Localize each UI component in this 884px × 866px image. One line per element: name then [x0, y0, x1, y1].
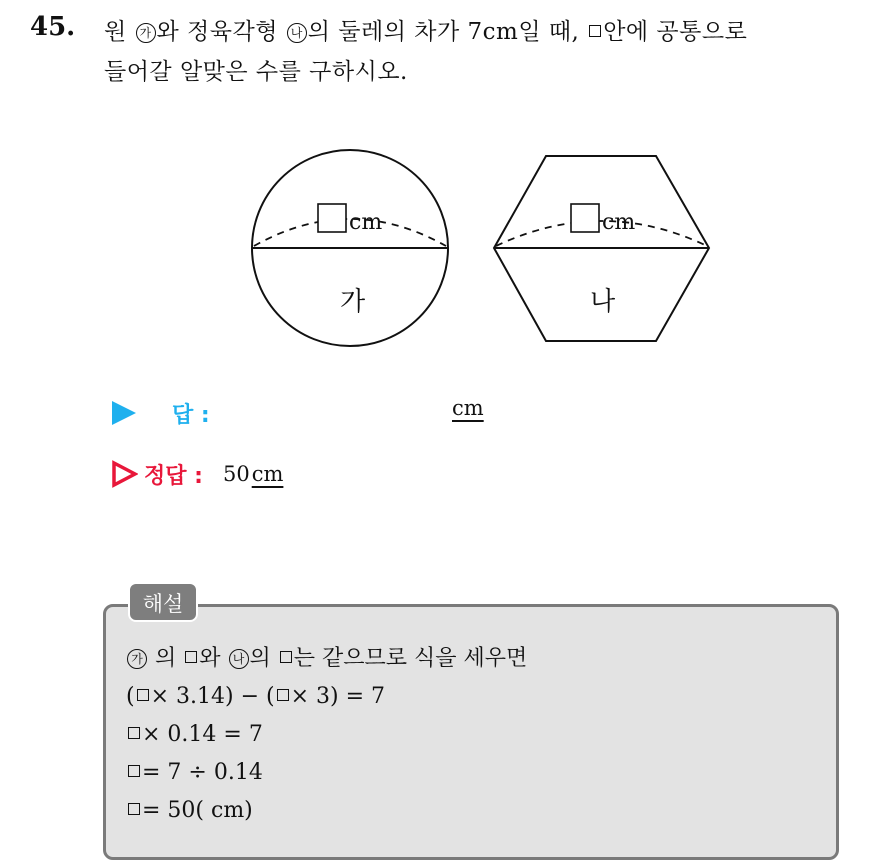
question-line1-c: 의 둘레의 차가 7cm일 때,	[307, 19, 580, 45]
solution-text: = 50( cm)	[142, 798, 253, 823]
correct-value	[223, 462, 283, 486]
hexagon-blank-unit: cm	[602, 210, 636, 235]
circled-na-icon: 나	[229, 649, 249, 669]
question-line1-a: 원	[104, 19, 127, 45]
circle-figure	[252, 150, 448, 346]
solution-line-1	[126, 640, 527, 678]
answer-label: 답 :	[172, 402, 210, 428]
solution-text: × 0.14 = 7	[142, 722, 263, 747]
question-line1-b: 와 정육각형	[156, 19, 278, 45]
solution-text: 의	[249, 646, 271, 671]
solution-tag: 해설	[128, 582, 198, 622]
correct-answer-row	[110, 456, 283, 492]
question-text	[104, 12, 874, 92]
solution-text: (	[126, 684, 135, 709]
outline-triangle-icon	[110, 460, 138, 488]
circle-blank-unit: cm	[349, 210, 383, 235]
blank-square-icon	[137, 689, 149, 701]
figure	[240, 140, 720, 350]
solution-lines	[126, 640, 527, 830]
answer-blank-unit[interactable]: cm	[452, 396, 484, 420]
blank-square-icon	[185, 651, 197, 663]
solution-line-2	[126, 678, 527, 716]
play-triangle-icon	[112, 401, 136, 425]
blank-square-icon	[128, 803, 140, 815]
solution-text: 의	[155, 646, 177, 671]
blank-square-icon	[280, 651, 292, 663]
circle-blank-box	[318, 204, 346, 232]
solution-line-5	[126, 792, 527, 830]
circled-na-icon: 나	[287, 23, 307, 43]
solution-text: = 7 ÷ 0.14	[142, 760, 263, 785]
correct-number: 50	[222, 462, 250, 486]
solution-text: × 3.14) − (	[150, 684, 275, 709]
hexagon-blank-box	[571, 204, 599, 232]
solution-text: 는 같으므로 식을 세우면	[293, 646, 528, 671]
question-number: 45.	[30, 12, 76, 42]
blank-square-icon	[589, 25, 601, 37]
blank-square-icon	[277, 689, 289, 701]
solution-text: 와	[199, 646, 221, 671]
solution-line-3	[126, 716, 527, 754]
solution-text: × 3) = 7	[290, 684, 386, 709]
correct-label: 정답 :	[144, 463, 203, 489]
correct-unit: cm	[251, 462, 284, 486]
circled-ga-icon: 가	[136, 23, 156, 43]
solution-line-4	[126, 754, 527, 792]
hexagon-label: 나	[590, 287, 616, 317]
hexagon-figure	[494, 156, 709, 341]
question-line2: 들어갈 알맞은 수를 구하시오.	[104, 59, 408, 85]
circled-ga-icon: 가	[127, 649, 147, 669]
blank-square-icon	[128, 765, 140, 777]
circle-label: 가	[340, 287, 366, 317]
blank-square-icon	[128, 727, 140, 739]
answer-row	[112, 396, 484, 430]
question-line1-d: 안에 공통으로	[603, 19, 748, 45]
